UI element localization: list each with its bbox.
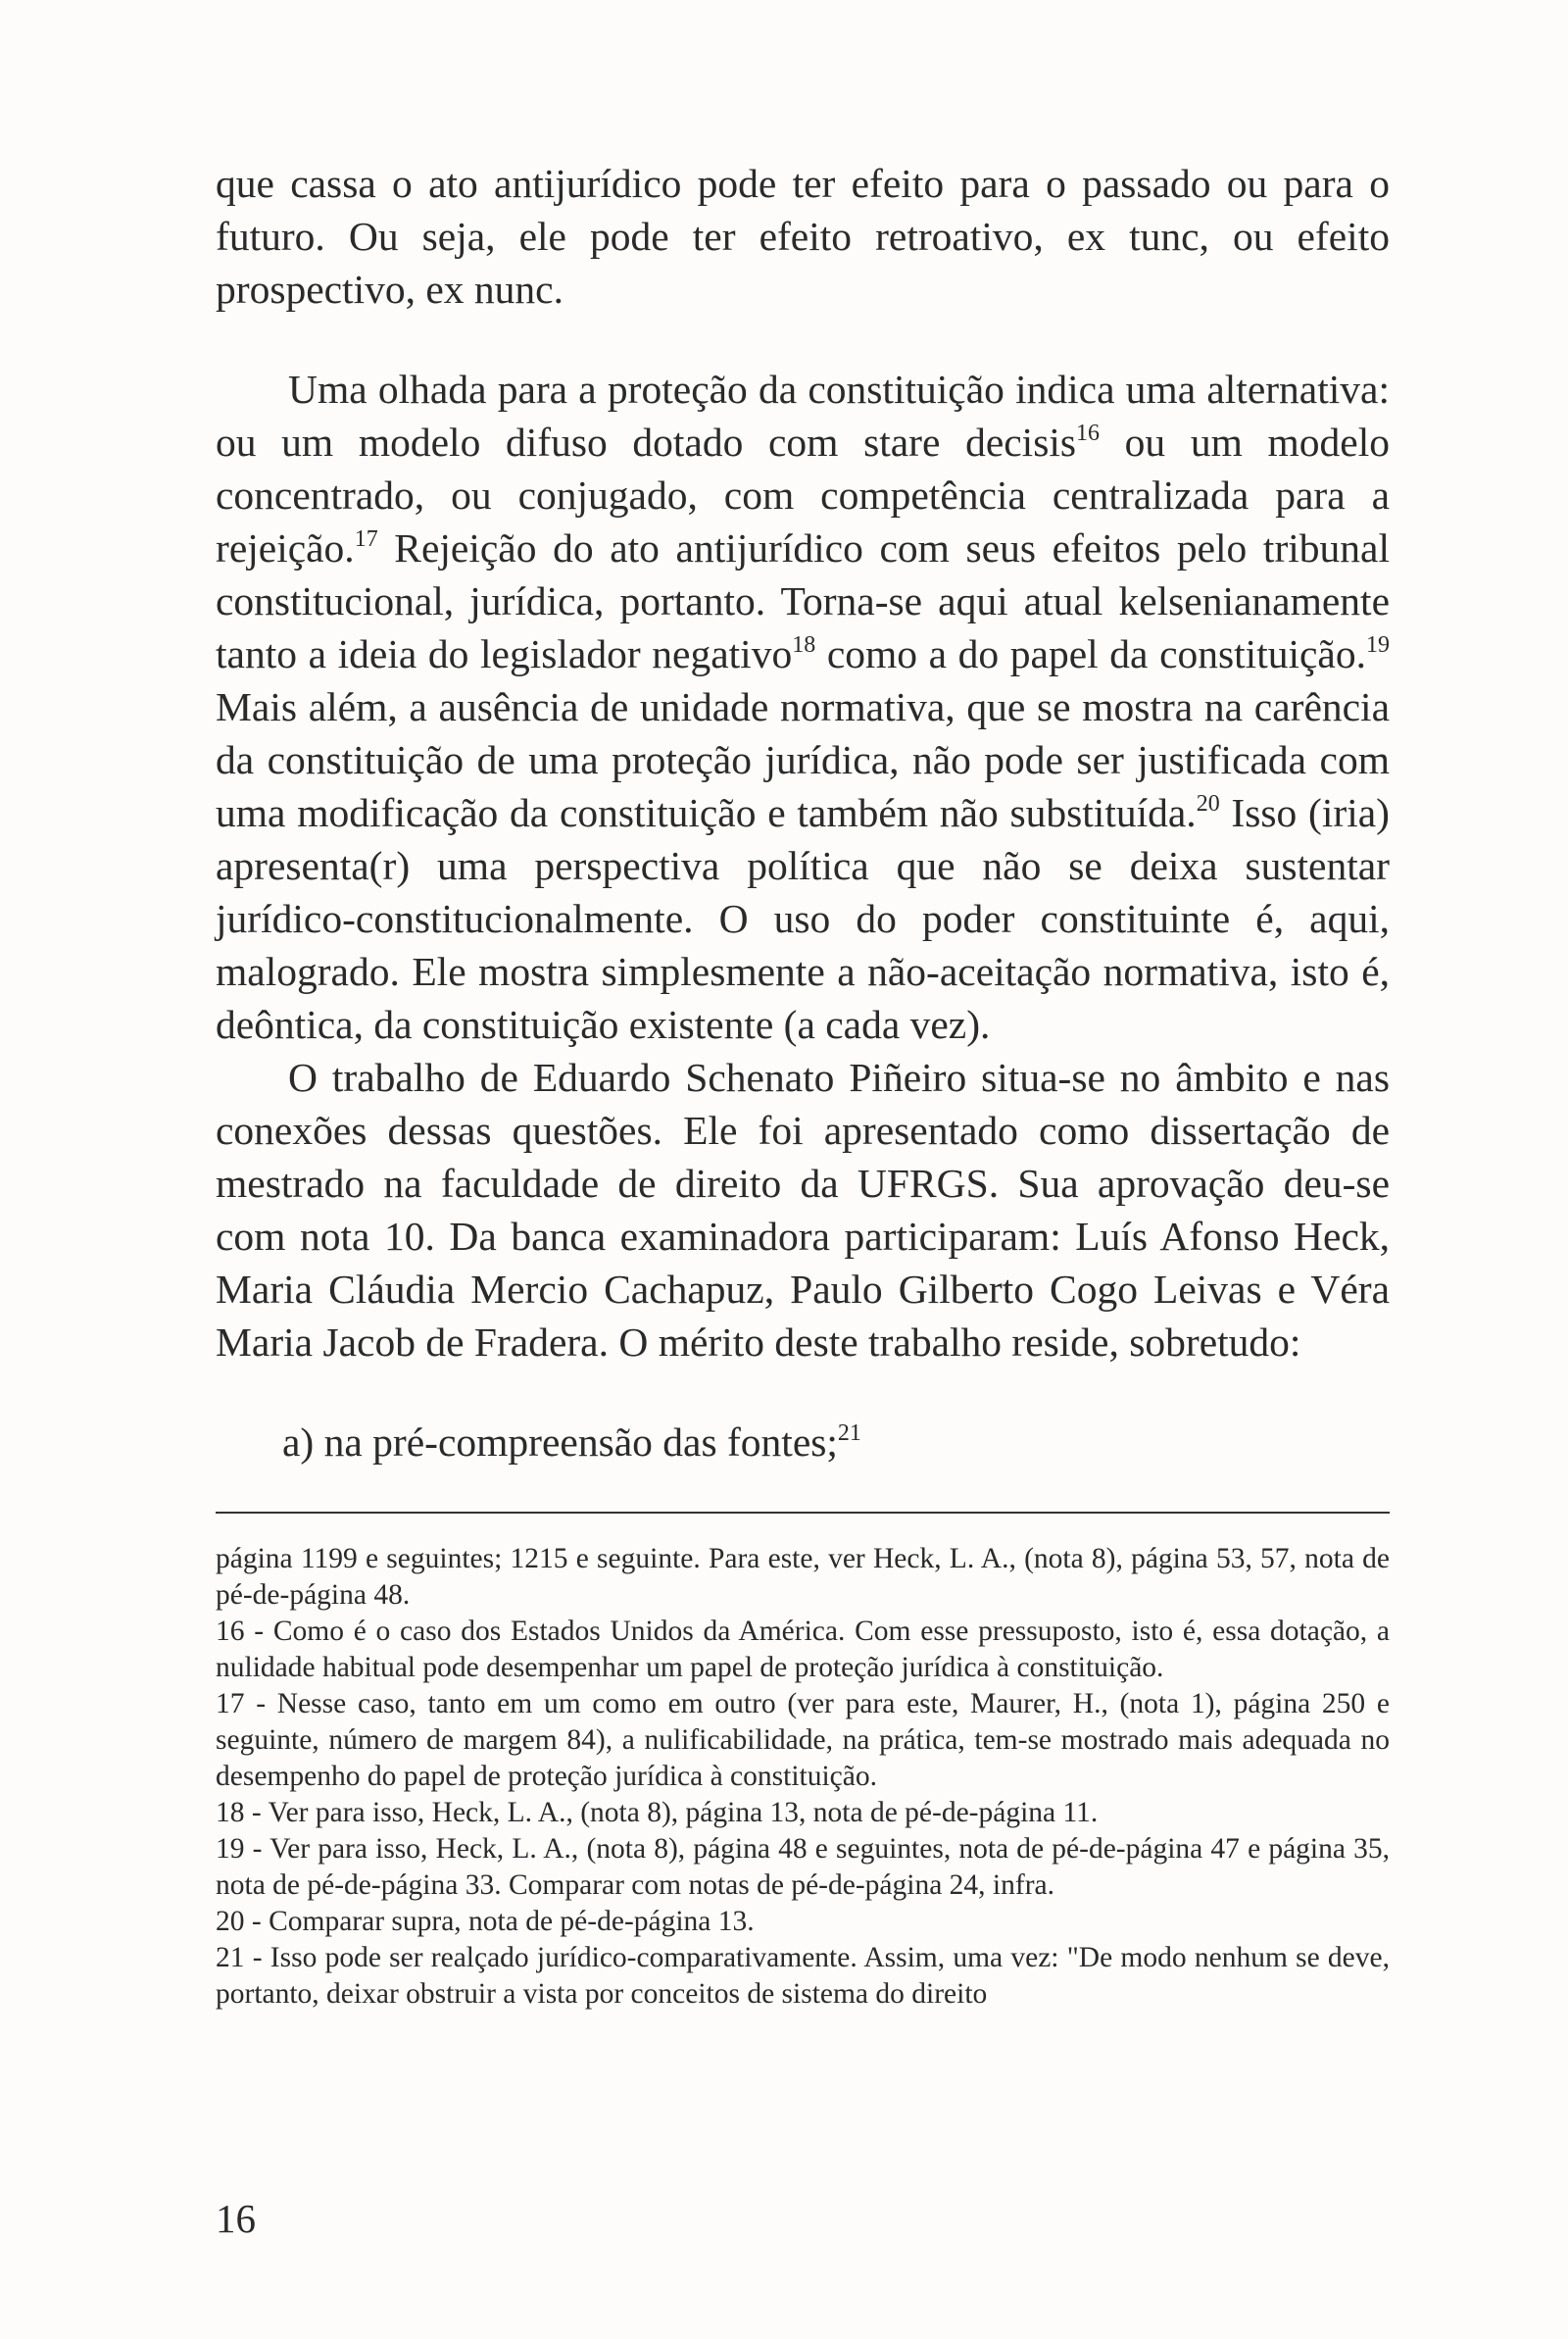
footnote-18: 18 - Ver para isso, Heck, L. A., (nota 8), página 13, nota de pé-de-página 11. <box>216 1797 1099 1828</box>
page-number: 16 <box>216 2196 256 2241</box>
text-segment: ou um modelo concentrado, ou conjugado, com competência centralizada para a rejeição. <box>216 420 1391 571</box>
paragraph-constitution-protection <box>216 363 1390 1051</box>
text-segment: Mais além, a ausência de unidade normativa, que se mostra na carência da constituição de uma proteção jurídica, não pode ser justificada com uma modificação da constituição e também não substituída. <box>216 684 1390 835</box>
page-content <box>216 157 1390 2013</box>
text-segment: Isso (iria) apresenta(r) uma perspectiva política que não se deixa sustentar jurídico-constitucionalmente. O uso do poder constituinte é, aqui, malogrado. Ele mostra simplesmente a não-aceitação normativa, isto é, deôntica, da constituição existente (a cada vez). <box>216 790 1390 1047</box>
footnote-continuation: página 1199 e seguintes; 1215 e seguinte. Para este, ver Heck, L. A., (nota 8), página 53, 57, nota de pé-de-página 48. <box>216 1543 1390 1611</box>
footnote-ref-20: 20 <box>1196 791 1220 817</box>
text-segment: como a do papel da constituição. <box>815 631 1366 676</box>
list-item-text: a) na pré-compreensão das fontes; <box>282 1419 838 1465</box>
footnote-17: 17 - Nesse caso, tanto em um como em outro (ver para este, Maurer, H., (nota 1), página 250 e seguinte, número de margem 84), a nulificabilidade, na prática, tem-se mostrado mais adequada no desempenho do papel de proteção jurídica à constituição. <box>216 1688 1390 1792</box>
footnote-ref-21: 21 <box>837 1420 861 1446</box>
footnote-ref-18: 18 <box>792 632 816 658</box>
paragraph-work-description: O trabalho de Eduardo Schenato Piñeiro situa-se no âmbito e nas conexões dessas questões. Ele foi apresentado como dissertação de mestrado na faculdade de direito da UFRGS. Sua aprovação deu-se com nota 10. Da banca examinadora participaram: Luís Afonso Heck, Maria Cláudia Mercio Cachapuz, Paulo Gilberto Cogo Leivas e Véra Maria Jacob de Fradera. O mérito deste trabalho reside, sobretudo: <box>216 1055 1390 1365</box>
footnote-16: 16 - Como é o caso dos Estados Unidos da América. Com esse pressuposto, isto é, essa dotação, a nulidade habitual pode desempenhar um papel de proteção jurídica à constituição. <box>216 1616 1390 1683</box>
list-item-a <box>282 1416 1390 1468</box>
footnote-ref-16: 16 <box>1076 421 1101 446</box>
text-segment: Uma olhada para a proteção da constituição indica uma alternativa: ou um modelo difuso dotado com stare decisis <box>216 367 1390 465</box>
footnote-19: 19 - Ver para isso, Heck, L. A., (nota 8), página 48 e seguintes, nota de pé-de-página 47 e página 35, nota de pé-de-página 33. Comparar com notas de pé-de-página 24, infra. <box>216 1833 1390 1901</box>
footnote-21: 21 - Isso pode ser realçado jurídico-comparativamente. Assim, uma vez: "De modo nenhum se deve, portanto, deixar obstruir a vista por conceitos de sistema do direito <box>216 1942 1390 2010</box>
footnote-separator <box>216 1512 1390 1514</box>
footnotes <box>216 1541 1390 2013</box>
text-segment: Rejeição do ato antijurídico com seus efeitos pelo tribunal constitucional, jurídica, portanto. Torna-se aqui atual kelsenianamente tanto a ideia do legislador negativo <box>216 525 1390 676</box>
footnote-ref-17: 17 <box>354 526 378 552</box>
paragraph-continuation: que cassa o ato antijurídico pode ter efeito para o passado ou para o futuro. Ou seja, ele pode ter efeito retroativo, ex tunc, ou efeito prospectivo, ex nunc. <box>216 161 1390 312</box>
footnote-ref-19: 19 <box>1365 632 1390 658</box>
footnote-20: 20 - Comparar supra, nota de pé-de-página 13. <box>216 1906 755 1937</box>
